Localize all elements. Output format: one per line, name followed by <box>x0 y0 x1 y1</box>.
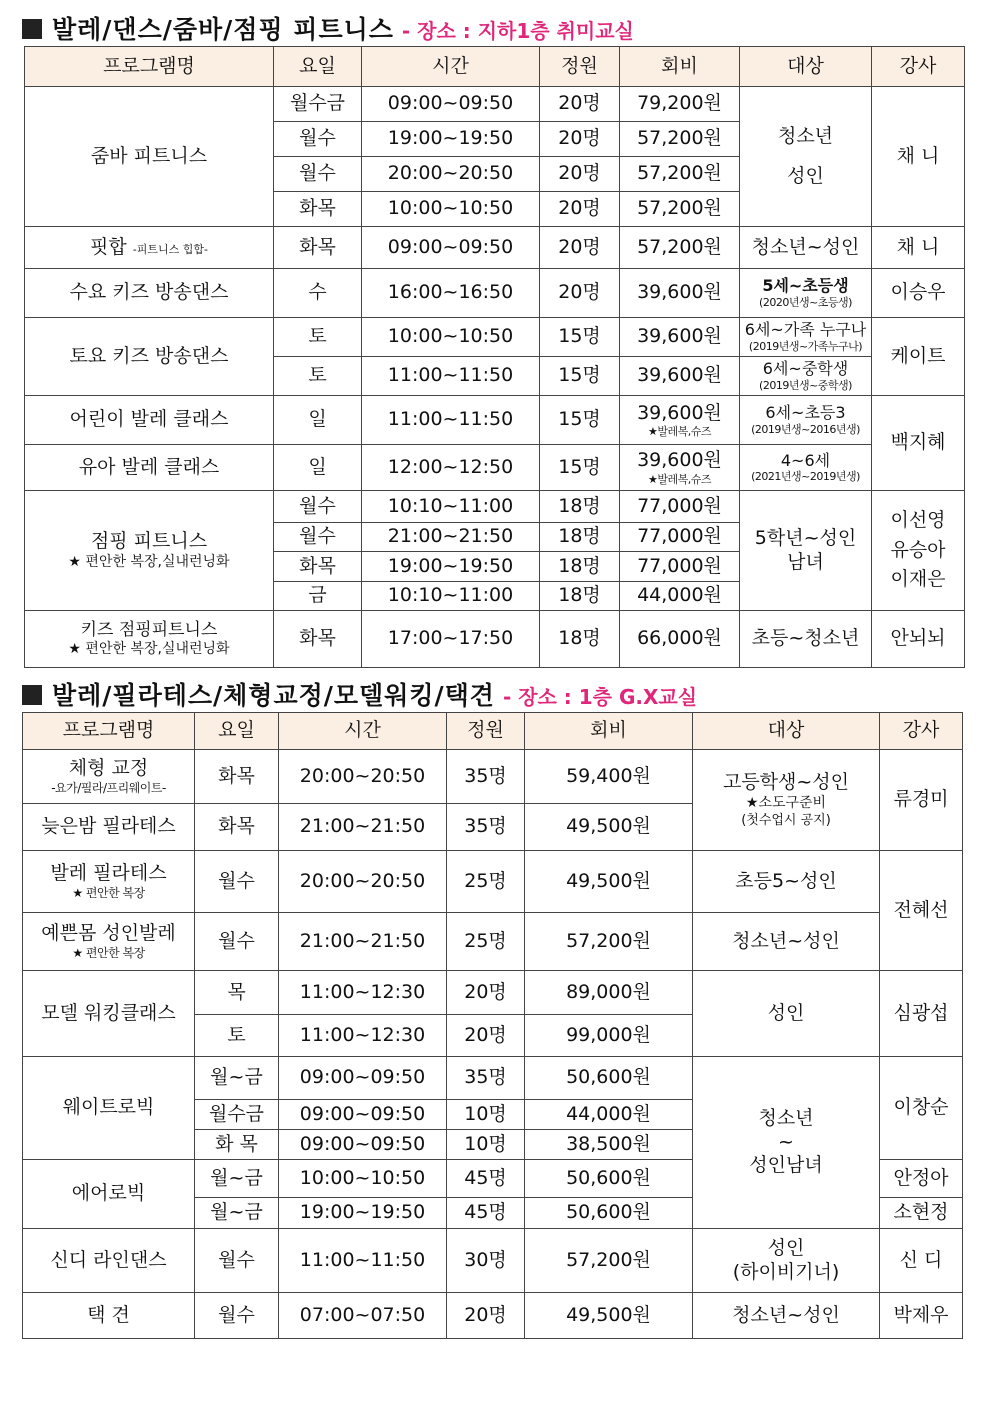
time-cell: 11:00~12:30 <box>279 1015 447 1057</box>
day-cell: 월수 <box>195 851 279 913</box>
target-line: 성인 <box>787 164 824 187</box>
table-row <box>25 396 965 445</box>
instructor-cell: 박제우 <box>880 1293 963 1339</box>
time-cell: 10:00~10:50 <box>279 1160 447 1198</box>
time-cell: 10:10~11:00 <box>362 491 540 523</box>
fee-cell: 44,000원 <box>620 582 740 611</box>
program-jumping <box>25 491 274 611</box>
header-fee: 회비 <box>620 47 740 87</box>
capacity-cell: 20명 <box>540 192 620 227</box>
capacity-cell: 10명 <box>447 1100 525 1130</box>
instructor-cell: 백지혜 <box>872 396 965 491</box>
day-cell: 월수 <box>274 157 362 192</box>
capacity-cell: 18명 <box>540 582 620 611</box>
fee-value: 39,600원 <box>637 401 722 424</box>
program-name: 키즈 점핑피트니스 <box>80 619 218 640</box>
day-cell: 화목 <box>274 611 362 668</box>
day-cell: 월~금 <box>195 1160 279 1198</box>
day-cell: 월수 <box>274 122 362 157</box>
day-cell: 화목 <box>274 192 362 227</box>
target-cell: 청소년~성인 <box>740 227 872 269</box>
program-note: ★ 편안한 복장,실내런닝화 <box>68 640 230 657</box>
fee-cell: 44,000원 <box>525 1100 693 1130</box>
capacity-cell: 30명 <box>447 1229 525 1293</box>
time-cell: 10:10~11:00 <box>362 582 540 611</box>
capacity-cell: 15명 <box>540 396 620 445</box>
capacity-cell: 20명 <box>540 87 620 122</box>
fee-cell: 66,000원 <box>620 611 740 668</box>
fee-cell: 99,000원 <box>525 1015 693 1057</box>
time-cell: 17:00~17:50 <box>362 611 540 668</box>
program-child-ballet: 어린이 발레 클래스 <box>25 396 274 445</box>
day-cell: 화 목 <box>195 1130 279 1160</box>
time-cell: 19:00~19:50 <box>362 552 540 582</box>
program-sat-kids-dance: 토요 키즈 방송댄스 <box>25 318 274 396</box>
program-name: 점핑 피트니스 <box>90 529 208 552</box>
instructor-cell: 이승우 <box>872 269 965 318</box>
target-sub: (2019년생~가족누구나) <box>748 339 863 353</box>
target-main: 6세~중학생 <box>762 359 849 379</box>
capacity-cell: 45명 <box>447 1198 525 1229</box>
program-name: 체형 교정 <box>68 757 149 780</box>
target-cell <box>693 750 880 851</box>
fee-cell: 57,200원 <box>525 1229 693 1293</box>
capacity-cell: 15명 <box>540 318 620 357</box>
target-line: 청소년 <box>758 1106 814 1129</box>
time-cell: 09:00~09:50 <box>279 1057 447 1100</box>
section1-location: - 장소 : 지하1층 취미교실 <box>401 19 634 43</box>
fee-cell: 50,600원 <box>525 1057 693 1100</box>
table-row <box>23 971 963 1015</box>
time-cell: 12:00~12:50 <box>362 445 540 491</box>
fee-cell: 39,600원 <box>620 318 740 357</box>
program-model-walking: 모델 워킹클래스 <box>23 971 195 1057</box>
fee-cell: 77,000원 <box>620 552 740 582</box>
target-line: 성인 <box>767 1236 805 1259</box>
day-cell: 화목 <box>195 804 279 851</box>
table-row <box>25 87 965 122</box>
schedule-table-2 <box>22 712 963 1339</box>
instructor-cell: 채 니 <box>872 227 965 269</box>
capacity-cell: 25명 <box>447 913 525 971</box>
capacity-cell: 18명 <box>540 523 620 552</box>
fee-note: ★발레복,슈즈 <box>648 472 711 486</box>
target-line: 성인남녀 <box>749 1154 823 1177</box>
header-program: 프로그램명 <box>25 47 274 87</box>
capacity-cell: 15명 <box>540 357 620 396</box>
instructor-cell: 심광섭 <box>880 971 963 1057</box>
instructor-cell: 전혜선 <box>880 851 963 971</box>
program-wed-kids-dance: 수요 키즈 방송댄스 <box>25 269 274 318</box>
target-line: 남녀 <box>787 550 824 573</box>
target-cell: 청소년~성인 <box>693 1293 880 1339</box>
table-row <box>23 851 963 913</box>
instructor-cell: 안뇌뇌 <box>872 611 965 668</box>
time-cell: 11:00~11:50 <box>362 357 540 396</box>
day-cell: 수 <box>274 269 362 318</box>
target-sub: (2021년생~2019년생) <box>751 470 860 484</box>
program-subtitle: -피트니스 힙합- <box>132 242 208 256</box>
fee-cell: 49,500원 <box>525 1293 693 1339</box>
instructor-cell <box>872 491 965 611</box>
instructor-name: 이재은 <box>890 568 946 591</box>
section1-heading <box>22 10 634 46</box>
target-cell <box>693 1057 880 1229</box>
fee-cell: 77,000원 <box>620 523 740 552</box>
program-name: 예쁜몸 성인발레 <box>41 922 176 945</box>
time-cell: 10:00~10:50 <box>362 192 540 227</box>
instructor-cell: 소현정 <box>880 1198 963 1229</box>
instructor-cell: 이창순 <box>880 1057 963 1160</box>
header-time: 시간 <box>362 47 540 87</box>
target-cell <box>740 318 872 357</box>
day-cell: 목 <box>195 971 279 1015</box>
target-cell <box>740 491 872 611</box>
time-cell: 09:00~09:50 <box>362 87 540 122</box>
table-row <box>25 445 965 491</box>
capacity-cell: 20명 <box>540 122 620 157</box>
capacity-cell: 35명 <box>447 1057 525 1100</box>
fee-cell: 57,200원 <box>620 227 740 269</box>
table-header-row <box>23 713 963 750</box>
time-cell: 16:00~16:50 <box>362 269 540 318</box>
table-row <box>23 1229 963 1293</box>
instructor-cell: 신 디 <box>880 1229 963 1293</box>
day-cell: 화목 <box>274 552 362 582</box>
time-cell: 21:00~21:50 <box>279 804 447 851</box>
program-adult-ballet <box>23 913 195 971</box>
capacity-cell: 15명 <box>540 445 620 491</box>
capacity-cell: 20명 <box>540 269 620 318</box>
table-row <box>25 269 965 318</box>
day-cell: 월~금 <box>195 1057 279 1100</box>
header-target: 대상 <box>740 47 872 87</box>
target-cell <box>740 269 872 318</box>
instructor-cell: 안정아 <box>880 1160 963 1198</box>
header-capacity: 정원 <box>540 47 620 87</box>
program-note: ★ 편안한 복장 <box>72 946 145 961</box>
target-sub: (2019년생~2016년생) <box>751 422 860 436</box>
fee-cell: 57,200원 <box>525 913 693 971</box>
section2-location: - 장소 : 1층 G.X교실 <box>502 685 698 709</box>
target-cell: 성인 <box>693 971 880 1057</box>
capacity-cell: 18명 <box>540 491 620 523</box>
time-cell: 20:00~20:50 <box>279 750 447 804</box>
capacity-cell: 18명 <box>540 552 620 582</box>
instructor-cell: 케이트 <box>872 318 965 396</box>
program-late-pilates: 늦은밤 필라테스 <box>23 804 195 851</box>
day-cell: 월수 <box>274 491 362 523</box>
header-instructor: 강사 <box>880 713 963 750</box>
header-program: 프로그램명 <box>23 713 195 750</box>
day-cell: 토 <box>195 1015 279 1057</box>
time-cell: 09:00~09:50 <box>279 1100 447 1130</box>
time-cell: 11:00~12:30 <box>279 971 447 1015</box>
header-day: 요일 <box>274 47 362 87</box>
fee-cell: 57,200원 <box>620 122 740 157</box>
target-cell <box>693 1229 880 1293</box>
day-cell: 월수 <box>195 1229 279 1293</box>
section2-heading <box>22 676 697 712</box>
day-cell: 토 <box>274 357 362 396</box>
instructor-cell: 류경미 <box>880 750 963 851</box>
day-cell: 화목 <box>195 750 279 804</box>
capacity-cell: 20명 <box>447 971 525 1015</box>
fee-cell <box>620 396 740 445</box>
program-taekkyon: 택 견 <box>23 1293 195 1339</box>
target-sub: (2020년생~초등생) <box>759 295 852 309</box>
table-row <box>23 1293 963 1339</box>
table-row <box>23 913 963 971</box>
table-row <box>23 750 963 804</box>
time-cell: 20:00~20:50 <box>362 157 540 192</box>
table-row <box>23 1057 963 1100</box>
time-cell: 11:00~11:50 <box>362 396 540 445</box>
target-cell <box>740 87 872 227</box>
program-weightrobic: 웨이트로빅 <box>23 1057 195 1160</box>
program-kids-jumping <box>25 611 274 668</box>
table-row <box>25 491 965 523</box>
day-cell: 월~금 <box>195 1198 279 1229</box>
time-cell: 21:00~21:50 <box>279 913 447 971</box>
time-cell: 10:00~10:50 <box>362 318 540 357</box>
instructor-cell: 채 니 <box>872 87 965 227</box>
program-zumba: 줌바 피트니스 <box>25 87 274 227</box>
section2-title: 발레/필라테스/체형교정/모델워킹/택견 <box>52 681 495 710</box>
target-note: ★소도구준비 <box>745 795 827 811</box>
target-cell: 청소년~성인 <box>693 913 880 971</box>
capacity-cell: 18명 <box>540 611 620 668</box>
time-cell: 11:00~11:50 <box>279 1229 447 1293</box>
table-row <box>25 611 965 668</box>
time-cell: 07:00~07:50 <box>279 1293 447 1339</box>
fee-note: ★발레복,슈즈 <box>648 425 711 439</box>
fee-cell: 57,200원 <box>620 192 740 227</box>
section1-title: 발레/댄스/줌바/점핑 피트니스 <box>52 15 394 44</box>
program-note: ★ 편안한 복장 <box>72 886 145 901</box>
fee-cell: 39,600원 <box>620 269 740 318</box>
table-header-row <box>25 47 965 87</box>
target-cell: 초등~청소년 <box>740 611 872 668</box>
fee-cell: 77,000원 <box>620 491 740 523</box>
header-day: 요일 <box>195 713 279 750</box>
target-cell: 초등5~성인 <box>693 851 880 913</box>
target-cell <box>740 357 872 396</box>
capacity-cell: 10명 <box>447 1130 525 1160</box>
capacity-cell: 25명 <box>447 851 525 913</box>
schedule-table-1 <box>24 46 965 668</box>
header-fee: 회비 <box>525 713 693 750</box>
fee-cell: 50,600원 <box>525 1198 693 1229</box>
program-fithop <box>25 227 274 269</box>
program-infant-ballet: 유아 발레 클래스 <box>25 445 274 491</box>
time-cell: 09:00~09:50 <box>279 1130 447 1160</box>
target-cell <box>740 445 872 491</box>
capacity-cell: 45명 <box>447 1160 525 1198</box>
capacity-cell: 20명 <box>447 1293 525 1339</box>
target-main: 4~6세 <box>780 450 831 470</box>
time-cell: 20:00~20:50 <box>279 851 447 913</box>
capacity-cell: 20명 <box>540 227 620 269</box>
fee-cell: 79,200원 <box>620 87 740 122</box>
instructor-name: 유승아 <box>890 538 946 561</box>
time-cell: 21:00~21:50 <box>362 523 540 552</box>
fee-cell: 49,500원 <box>525 851 693 913</box>
program-line-dance: 신디 라인댄스 <box>23 1229 195 1293</box>
target-line: 5학년~성인 <box>754 526 857 549</box>
target-line: 청소년 <box>777 124 834 147</box>
capacity-cell: 35명 <box>447 804 525 851</box>
table-row <box>25 227 965 269</box>
day-cell: 월수 <box>274 523 362 552</box>
program-note: ★ 편안한 복장,실내런닝화 <box>68 553 230 570</box>
fee-cell: 89,000원 <box>525 971 693 1015</box>
target-note: (첫수업시 공지) <box>741 812 831 828</box>
program-name: 발레 필라테스 <box>50 862 167 885</box>
target-main: 6세~초등3 <box>765 403 846 423</box>
target-main: 5세~초등생 <box>762 276 849 296</box>
square-bullet-icon <box>22 19 42 39</box>
day-cell: 일 <box>274 445 362 491</box>
header-time: 시간 <box>279 713 447 750</box>
fee-cell: 38,500원 <box>525 1130 693 1160</box>
time-cell: 09:00~09:50 <box>362 227 540 269</box>
fee-cell: 59,400원 <box>525 750 693 804</box>
instructor-name: 이선영 <box>890 508 946 531</box>
capacity-cell: 35명 <box>447 750 525 804</box>
day-cell: 토 <box>274 318 362 357</box>
fee-cell <box>620 445 740 491</box>
target-line: 고등학생~성인 <box>722 771 850 794</box>
fee-cell: 57,200원 <box>620 157 740 192</box>
program-name: 핏합 <box>90 235 127 258</box>
header-instructor: 강사 <box>872 47 965 87</box>
target-line: ~ <box>778 1130 794 1153</box>
day-cell: 월수금 <box>195 1100 279 1130</box>
fee-value: 39,600원 <box>637 449 722 472</box>
target-line: (하이비기너) <box>732 1260 840 1283</box>
target-main: 6세~가족 누구나 <box>744 320 867 340</box>
program-subtitle: -요가/필라/프리웨이트- <box>51 781 166 796</box>
target-sub: (2019년생~중학생) <box>759 378 852 392</box>
table-row <box>25 318 965 357</box>
day-cell: 월수 <box>195 913 279 971</box>
program-posture <box>23 750 195 804</box>
program-aerobic: 에어로빅 <box>23 1160 195 1229</box>
time-cell: 19:00~19:50 <box>362 122 540 157</box>
program-ballet-pilates <box>23 851 195 913</box>
fee-cell: 49,500원 <box>525 804 693 851</box>
target-cell <box>740 396 872 445</box>
fee-cell: 50,600원 <box>525 1160 693 1198</box>
day-cell: 화목 <box>274 227 362 269</box>
time-cell: 19:00~19:50 <box>279 1198 447 1229</box>
capacity-cell: 20명 <box>540 157 620 192</box>
day-cell: 월수 <box>195 1293 279 1339</box>
day-cell: 월수금 <box>274 87 362 122</box>
day-cell: 금 <box>274 582 362 611</box>
header-capacity: 정원 <box>447 713 525 750</box>
fee-cell: 39,600원 <box>620 357 740 396</box>
square-bullet-icon <box>22 685 42 705</box>
capacity-cell: 20명 <box>447 1015 525 1057</box>
day-cell: 일 <box>274 396 362 445</box>
header-target: 대상 <box>693 713 880 750</box>
